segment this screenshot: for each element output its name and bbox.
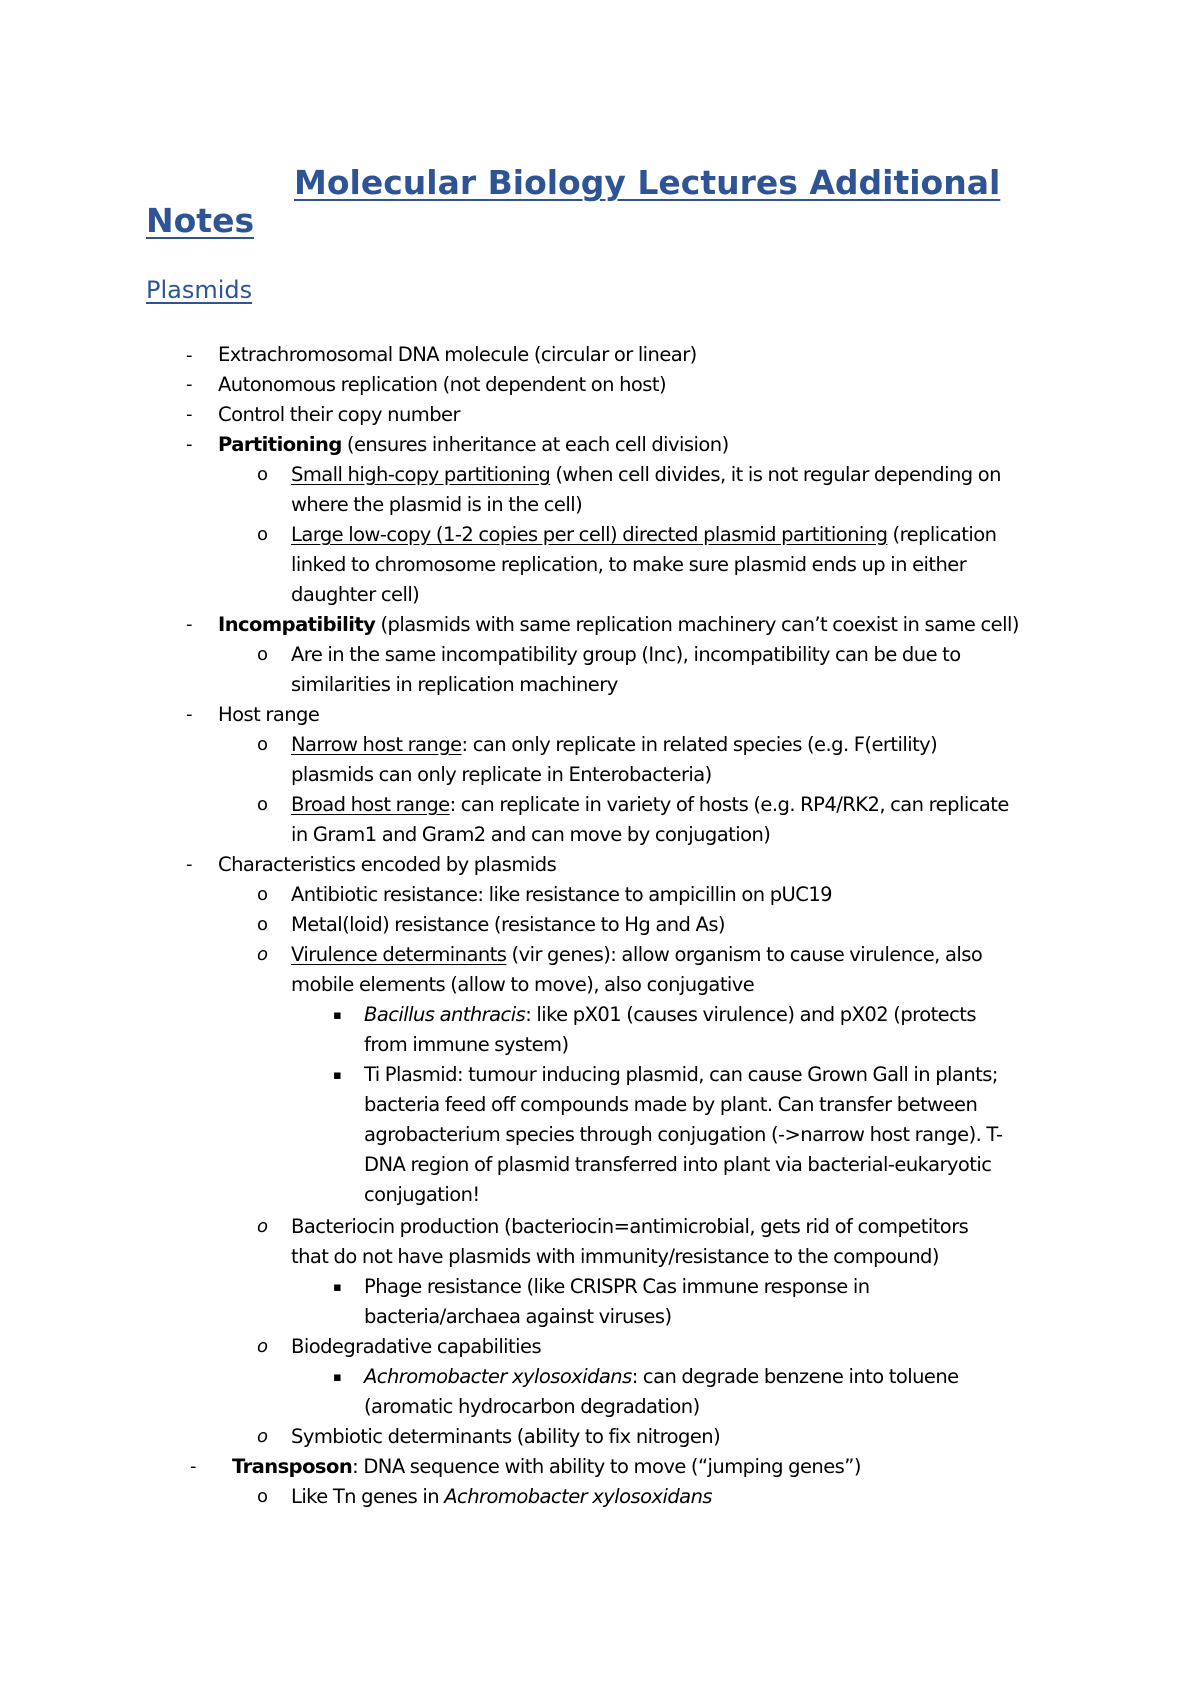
circle-bullet: o [257, 1216, 269, 1237]
dash-bullet: - [186, 404, 193, 425]
list-item-continuation: conjugation! [364, 1183, 480, 1206]
list-item: Autonomous replication (not dependent on host) [218, 373, 667, 396]
list-item-continuation: that do not have plasmids with immunity/resistance to the compound) [291, 1245, 939, 1268]
dash-bullet: - [186, 374, 193, 395]
list-item: Partitioning (ensures inheritance at each cell division) [218, 433, 729, 456]
circle-bullet: o [257, 884, 269, 905]
list-item: Phage resistance (like CRISPR Cas immune response in [364, 1275, 870, 1298]
list-item-continuation: bacteria feed off compounds made by plant. Can transfer between [364, 1093, 978, 1116]
circle-bullet: o [257, 464, 269, 485]
page-title: Molecular Biology Lectures Additional Notes [146, 163, 1001, 240]
list-item: Host range [218, 703, 320, 726]
circle-bullet: o [257, 1486, 269, 1507]
section-heading-plasmids: Plasmids [146, 276, 253, 304]
list-item: Transposon: DNA sequence with ability to move (“jumping genes”) [232, 1455, 861, 1478]
list-item: Large low-copy (1-2 copies per cell) directed plasmid partitioning (replication [291, 523, 997, 546]
circle-bullet: o [257, 1426, 269, 1447]
dash-bullet: - [186, 854, 193, 875]
list-item: Achromobacter xylosoxidans: can degrade benzene into toluene [364, 1365, 959, 1388]
list-item: Characteristics encoded by plasmids [218, 853, 557, 876]
list-item-continuation: plasmids can only replicate in Enterobacteria) [291, 763, 712, 786]
list-item-continuation: (aromatic hydrocarbon degradation) [364, 1395, 700, 1418]
circle-bullet: o [257, 1336, 269, 1357]
list-item: Metal(loid) resistance (resistance to Hg and As) [291, 913, 725, 936]
list-item: Bacteriocin production (bacteriocin=antimicrobial, gets rid of competitors [291, 1215, 969, 1238]
dash-bullet: - [186, 614, 193, 635]
square-bullet: ▪ [333, 1280, 342, 1295]
list-item-continuation: agrobacterium species through conjugation (->narrow host range). T- [364, 1123, 1003, 1146]
circle-bullet: o [257, 524, 269, 545]
list-item: Are in the same incompatibility group (Inc), incompatibility can be due to [291, 643, 961, 666]
circle-bullet: o [257, 644, 269, 665]
list-item-continuation: similarities in replication machinery [291, 673, 618, 696]
list-item-continuation: where the plasmid is in the cell) [291, 493, 583, 516]
circle-bullet: o [257, 914, 269, 935]
list-item-continuation: DNA region of plasmid transferred into plant via bacterial-eukaryotic [364, 1153, 992, 1176]
list-item: Control their copy number [218, 403, 460, 426]
list-item: Symbiotic determinants (ability to fix nitrogen) [291, 1425, 721, 1448]
list-item: Antibiotic resistance: like resistance to ampicillin on pUC19 [291, 883, 833, 906]
list-item: Ti Plasmid: tumour inducing plasmid, can cause Grown Gall in plants; [364, 1063, 998, 1086]
list-item: Broad host range: can replicate in variety of hosts (e.g. RP4/RK2, can replicate [291, 793, 1009, 816]
list-item: Extrachromosomal DNA molecule (circular or linear) [218, 343, 697, 366]
list-item-continuation: linked to chromosome replication, to make sure plasmid ends up in either [291, 553, 967, 576]
dash-bullet: - [186, 434, 193, 455]
list-item-continuation: mobile elements (allow to move), also conjugative [291, 973, 755, 996]
dash-bullet: - [190, 1456, 197, 1477]
circle-bullet: o [257, 734, 269, 755]
dash-bullet: - [186, 704, 193, 725]
list-item: Bacillus anthracis: like pX01 (causes virulence) and pX02 (protects [364, 1003, 976, 1026]
list-item-continuation: from immune system) [364, 1033, 569, 1056]
list-item: Like Tn genes in Achromobacter xylosoxidans [291, 1485, 712, 1508]
square-bullet: ▪ [333, 1068, 342, 1083]
dash-bullet: - [186, 345, 193, 366]
list-item: Virulence determinants (vir genes): allow organism to cause virulence, also [291, 943, 983, 966]
circle-bullet: o [257, 944, 269, 965]
list-item: Small high-copy partitioning (when cell divides, it is not regular depending on [291, 463, 1001, 486]
square-bullet: ▪ [333, 1370, 342, 1385]
list-item: Incompatibility (plasmids with same replication machinery can’t coexist in same cell) [218, 613, 1019, 636]
list-item-continuation: daughter cell) [291, 583, 420, 606]
list-item: Biodegradative capabilities [291, 1335, 542, 1358]
circle-bullet: o [257, 794, 269, 815]
list-item-continuation: in Gram1 and Gram2 and can move by conjugation) [291, 823, 771, 846]
list-item-continuation: bacteria/archaea against viruses) [364, 1305, 672, 1328]
list-item: Narrow host range: can only replicate in related species (e.g. F(ertility) [291, 733, 938, 756]
square-bullet: ▪ [333, 1008, 342, 1023]
